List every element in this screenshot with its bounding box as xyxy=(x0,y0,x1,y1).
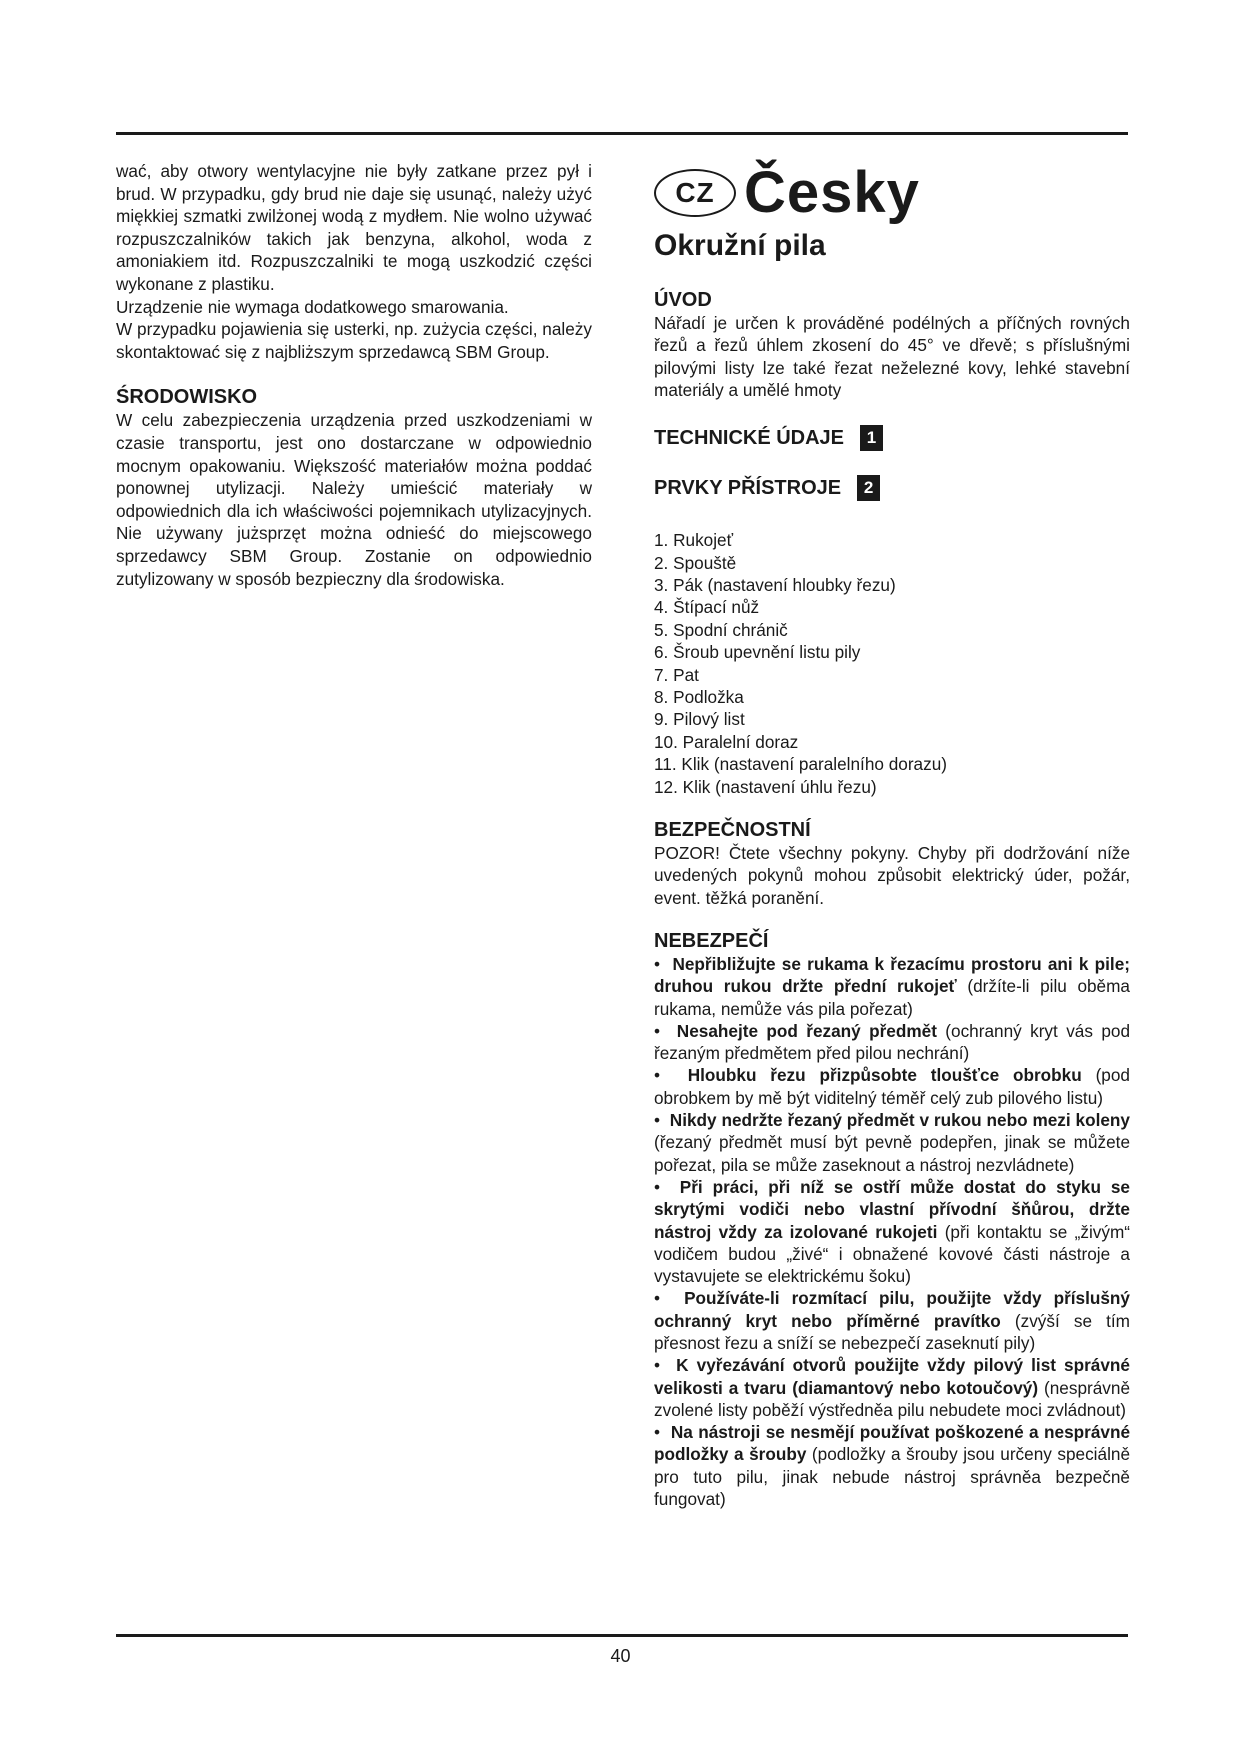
intro-paragraph-3: W przypadku pojawienia się usterki, np. zużycia części, należy skontaktować się z najbliższym sprzedawcą SBM Group. xyxy=(116,319,592,362)
bullet-bold-text: Nepřibližujte se rukama k řezacímu prostoru ani k pile; druhou rukou držte přední rukojeť xyxy=(654,953,1130,997)
list-item: 9. Pilový list xyxy=(654,709,745,730)
list-item: 7. Pat xyxy=(654,664,699,685)
list-item: • Nepřibližujte se rukama k řezacímu prostoru ani k pile; druhou rukou držte přední rukojeť (držíte-li pilu oběma rukama, nemůže vás pila pořezat) xyxy=(654,953,1130,1019)
intro-paragraph-2: Urządzenie nie wymaga dodatkowego smarowania. xyxy=(116,296,509,317)
safety-text: POZOR! Čtete všechny pokyny. Chyby při dodržování níže uvedených pokynů mohou způsobit elektrický úder, požár, event. těžká poranění. xyxy=(654,843,1130,908)
bullet-bold-text: Na nástroji se nesmějí používat poškozené a nesprávné podložky a šrouby xyxy=(654,1422,1131,1465)
document-title: Okružní pila xyxy=(654,229,826,262)
list-item: 5. Spodní chránič xyxy=(654,619,788,640)
list-item: 6. Šroub upevnění listu pily xyxy=(654,642,861,663)
bullet-text: (nesprávně zvolené listy poběží výstředněa pilu nebudete moci zvládnout) xyxy=(654,1377,1131,1420)
parts-list xyxy=(654,529,1130,798)
list-item: • Používáte-li rozmítací pilu, použijte vždy příslušný ochranný kryt nebo příměrné pravítko (zvýší se tím přesnost řezu a sníží se nebezpečí zaseknutí pily) xyxy=(654,1288,1130,1353)
bullet-text: (ochranný kryt vás pod řezaným předmětem před pilou nechrání) xyxy=(654,1020,1130,1064)
bullet-bold-text: Používáte-li rozmítací pilu, použijte vždy příslušný ochranný kryt nebo příměrné pravítko xyxy=(654,1288,1130,1331)
language-header xyxy=(654,160,1130,226)
list-item: • Nesahejte pod řezaný předmět (ochranný kryt vás pod řezaným předmětem před pilou nechrání) xyxy=(654,1020,1130,1064)
parts-heading xyxy=(654,475,1130,501)
right-column xyxy=(654,160,1130,1510)
danger-section xyxy=(654,929,1130,1510)
environment-text: W celu zabezpieczenia urządzenia przed uszkodzeniami w czasie transportu, jest ono dostarczane w odpowiednio mocnym opakowaniu. Większość materiałów można poddać ponownej utylizacji. Należy umieścić materiały w odpowiednich dla ich właściwości pojemnikach utylizacyjnych. Nie używany jużsprzęt można odnieść do miejscowego sprzedawcy SBM Group. Zostanie on odpowiednio zutylizowany w sposób bezpieczny dla środowiska. xyxy=(116,410,592,589)
safety-section xyxy=(654,818,1130,909)
bullet-bold-text: Hloubku řezu přizpůsobte tloušťce obrobku xyxy=(687,1065,1082,1086)
intro-heading: ÚVOD xyxy=(654,289,712,311)
bullet-text: (řezaný předmět musí být pevně podepřen, jinak se můžete pořezat, pila se může zaseknout a nástroj nezvládnete) xyxy=(654,1132,1130,1175)
list-item: • K vyřezávání otvorů použijte vždy pilový list správné velikosti a tvaru (diamantový nebo kotoučový) (nesprávně zvolené listy poběží výstředněa pilu nebudete moci zvládnout) xyxy=(654,1355,1131,1420)
intro-text: Nářadí je určen k prováděné podélných a příčných rovných řezů a řezů úhlem zkosení do 45° ve dřevě; s příslušnými pilovými listy lze také řezat neželezné kovy, lehké stavební materiály a umělé hmoty xyxy=(654,313,1130,400)
tech-data-heading xyxy=(654,425,1130,451)
list-item: 10. Paralelní doraz xyxy=(654,731,799,752)
list-item: 4. Štípací nůž xyxy=(654,597,760,618)
list-item: • Na nástroji se nesmějí používat poškozené a nesprávné podložky a šrouby (podložky a šrouby jsou určeny speciálně pro tuto pilu, jinak nebude nástroj správněa bezpečně fungovat) xyxy=(654,1422,1131,1510)
bullet-bold-text: K vyřezávání otvorů použijte vždy pilový list správné velikosti a tvaru (diamantový nebo kotoučový) xyxy=(654,1355,1130,1398)
figure-number-badge: 1 xyxy=(860,425,883,451)
list-item: • Nikdy nedržte řezaný předmět v rukou nebo mezi koleny (řezaný předmět musí být pevně podepřen, jinak se můžete pořezat, pila se může zaseknout a nástroj nezvládnete) xyxy=(654,1110,1130,1175)
page-number: 40 xyxy=(610,1646,631,1666)
left-column xyxy=(116,160,592,590)
list-item: 2. Spouště xyxy=(654,552,737,573)
list-item: 11. Klik (nastavení paralelního dorazu) xyxy=(654,754,947,775)
intro-paragraph-1: wać, aby otwory wentylacyjne nie były zatkane przez pył i brud. W przypadku, gdy brud nie daje się usunąć, należy użyć miękkiej szmatki zwilżonej wodą z mydłem. Nie wolno używać rozpuszczalników takich jak benzyna, alkohol, woda z amoniakiem itd. Rozpuszczalniki te mogą uszkodzić części wykonane z plastiku. xyxy=(116,161,592,294)
figure-number-badge: 2 xyxy=(857,475,880,501)
bullet-bold-text: Při práci, při níž se ostří může dostat do styku se skrytými vodiči nebo vlastní přívodní šňůrou, držte nástroj vždy za izolované rukojeti xyxy=(654,1176,1130,1242)
bullet-text: (držíte-li pilu oběma rukama, nemůže vás pila pořezat) xyxy=(654,976,1130,1019)
danger-list xyxy=(654,953,1130,1510)
language-title: Česky xyxy=(744,160,920,225)
environment-heading: ŚRODOWISKO xyxy=(116,386,258,409)
top-rule xyxy=(116,132,1128,135)
bottom-rule xyxy=(116,1634,1128,1637)
parts-heading-text: PRVKY PŘÍSTROJE xyxy=(654,477,842,500)
list-item: 3. Pák (nastavení hloubky řezu) xyxy=(654,575,896,595)
bullet-text: (při kontaktu se „živým“ vodičem budou „živé“ i obnažené kovové části nástroje a vystavujete se elektrickému šoku) xyxy=(654,1221,1130,1287)
list-item: 8. Podložka xyxy=(654,687,744,708)
tech-data-heading-text: TECHNICKÉ ÚDAJE xyxy=(654,427,845,450)
bullet-text: (pod obrobkem by mě být viditelný téměř celý zub pilového listu) xyxy=(654,1065,1130,1108)
list-item: • Hloubku řezu přizpůsobte tloušťce obrobku (pod obrobkem by mě být viditelný téměř celý zub pilového listu) xyxy=(654,1065,1130,1108)
bullet-bold-text: Nikdy nedržte řezaný předmět v rukou nebo mezi koleny xyxy=(669,1110,1130,1131)
danger-heading: NEBEZPEČÍ xyxy=(654,929,769,952)
list-item: 1. Rukojeť xyxy=(654,530,734,551)
bullet-text: (podložky a šrouby jsou určeny speciálně pro tuto pilu, jinak nebude nástroj správněa bezpečně fungovat) xyxy=(654,1444,1130,1510)
safety-heading: BEZPEČNOSTNÍ xyxy=(654,819,811,842)
list-item: 12. Klik (nastavení úhlu řezu) xyxy=(654,776,877,797)
bullet-text: (zvýší se tím přesnost řezu a sníží se nebezpečí zaseknutí pily) xyxy=(654,1310,1130,1353)
list-item: • Při práci, při níž se ostří může dostat do styku se skrytými vodiči nebo vlastní přívodní šňůrou, držte nástroj vždy za izolované rukojeti (při kontaktu se „živým“ vodičem budou „živé“ i obnažené kovové části nástroje a vystavujete se elektrickému šoku) xyxy=(654,1176,1130,1287)
bullet-bold-text: Nesahejte pod řezaný předmět xyxy=(676,1020,937,1041)
language-badge: CZ xyxy=(654,169,736,217)
